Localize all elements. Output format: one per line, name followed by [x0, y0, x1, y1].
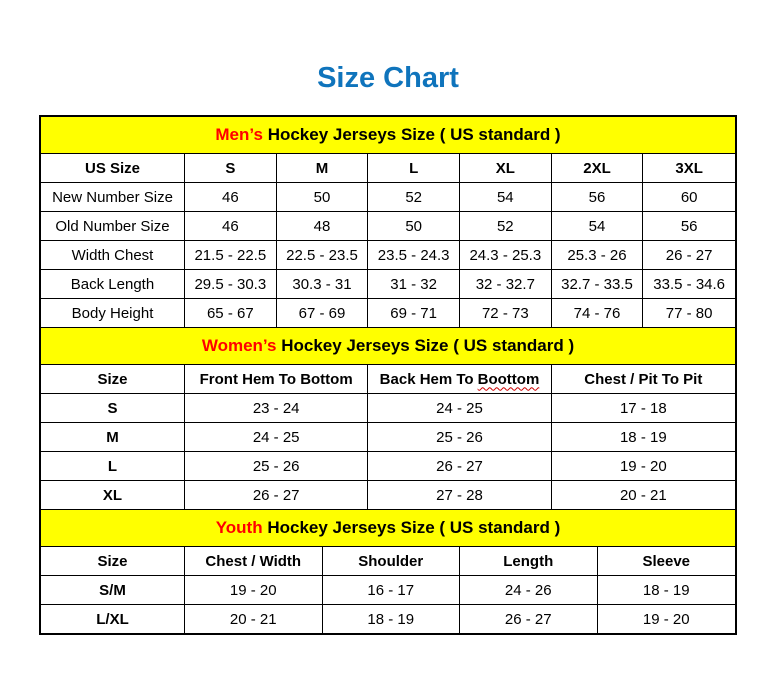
size-value-cell: 32.7 - 33.5: [552, 270, 644, 299]
size-value-cell: 26 - 27: [185, 481, 368, 510]
table-row: [41, 270, 735, 299]
size-chart-table: [39, 115, 737, 635]
size-value-cell: 60: [643, 183, 735, 212]
size-value-cell: 19 - 20: [185, 576, 323, 605]
size-value-cell: 27 - 28: [368, 481, 551, 510]
row-label: L: [41, 452, 185, 481]
size-value-cell: 24 - 25: [368, 394, 551, 423]
size-value-cell: 18 - 19: [552, 423, 735, 452]
column-header-text: Back Hem To: [379, 370, 474, 388]
size-value-cell: 23.5 - 24.3: [368, 241, 460, 270]
size-value-cell: 21.5 - 22.5: [185, 241, 277, 270]
size-value-cell: 25 - 26: [185, 452, 368, 481]
size-value-cell: 69 - 71: [368, 299, 460, 328]
size-value-cell: 29.5 - 30.3: [185, 270, 277, 299]
size-value-cell: 26 - 27: [368, 452, 551, 481]
size-value-cell: 24.3 - 25.3: [460, 241, 552, 270]
womens-column-header-row: [41, 365, 735, 394]
size-value-cell: 77 - 80: [643, 299, 735, 328]
size-value-cell: 26 - 27: [643, 241, 735, 270]
table-row: [41, 183, 735, 212]
youth-column-header-row: [41, 547, 735, 576]
page-title: Size Chart: [317, 62, 459, 94]
size-value-cell: 54: [552, 212, 644, 241]
size-value-cell: 33.5 - 34.6: [643, 270, 735, 299]
womens-section-header-text: Hockey Jerseys Size ( US standard ): [281, 336, 575, 355]
size-value-cell: 20 - 21: [552, 481, 735, 510]
size-value-cell: 22.5 - 23.5: [277, 241, 369, 270]
mens-section-header-text: Hockey Jerseys Size ( US standard ): [267, 125, 561, 144]
column-header: XL: [460, 154, 552, 183]
mens-section-header-highlight: Men’s: [215, 125, 263, 144]
size-value-cell: 65 - 67: [185, 299, 277, 328]
column-header: 2XL: [552, 154, 644, 183]
table-row: [41, 605, 735, 633]
size-value-cell: 56: [643, 212, 735, 241]
table-row: [41, 212, 735, 241]
size-value-cell: 31 - 32: [368, 270, 460, 299]
size-value-cell: 26 - 27: [460, 605, 598, 633]
size-value-cell: 46: [185, 212, 277, 241]
table-row: [41, 299, 735, 328]
table-row: [41, 241, 735, 270]
column-header: S: [185, 154, 277, 183]
size-value-cell: 32 - 32.7: [460, 270, 552, 299]
size-value-cell: 17 - 18: [552, 394, 735, 423]
mens-column-header-row: [41, 154, 735, 183]
size-value-cell: 30.3 - 31: [277, 270, 369, 299]
column-header: M: [277, 154, 369, 183]
table-row: [41, 481, 735, 510]
row-label: Old Number Size: [41, 212, 185, 241]
size-value-cell: 25 - 26: [368, 423, 551, 452]
size-value-cell: 23 - 24: [185, 394, 368, 423]
size-value-cell: 16 - 17: [323, 576, 461, 605]
column-header-with-typo: [368, 365, 551, 394]
table-row: [41, 452, 735, 481]
row-label: Width Chest: [41, 241, 185, 270]
size-value-cell: 50: [277, 183, 369, 212]
column-header: L: [368, 154, 460, 183]
table-row: [41, 576, 735, 605]
size-value-cell: 67 - 69: [277, 299, 369, 328]
column-header: Shoulder: [323, 547, 461, 576]
size-value-cell: 20 - 21: [185, 605, 323, 633]
size-value-cell: 72 - 73: [460, 299, 552, 328]
column-header: Front Hem To Bottom: [185, 365, 368, 394]
size-value-cell: 50: [368, 212, 460, 241]
column-header: Chest / Pit To Pit: [552, 365, 735, 394]
column-header: Size: [41, 365, 185, 394]
size-value-cell: 24 - 25: [185, 423, 368, 452]
mens-section-header: [41, 117, 735, 154]
womens-section-header: [41, 328, 735, 365]
size-value-cell: 74 - 76: [552, 299, 644, 328]
column-header: Chest / Width: [185, 547, 323, 576]
table-row: [41, 423, 735, 452]
column-header: Size: [41, 547, 185, 576]
size-value-cell: 24 - 26: [460, 576, 598, 605]
size-value-cell: 56: [552, 183, 644, 212]
youth-section-header-highlight: Youth: [215, 518, 263, 537]
column-header: Length: [460, 547, 598, 576]
row-label: S: [41, 394, 185, 423]
row-label: L/XL: [41, 605, 185, 633]
size-value-cell: 18 - 19: [598, 576, 736, 605]
size-value-cell: 52: [368, 183, 460, 212]
size-value-cell: 52: [460, 212, 552, 241]
size-value-cell: 46: [185, 183, 277, 212]
youth-section-header-text: Hockey Jerseys Size ( US standard ): [267, 518, 561, 537]
size-value-cell: 19 - 20: [642, 610, 690, 628]
misspelled-word: Boottom: [477, 370, 540, 388]
column-header: 3XL: [643, 154, 735, 183]
womens-section-header-highlight: Women’s: [201, 336, 277, 355]
youth-section-header: [41, 510, 735, 547]
column-header: Sleeve: [598, 547, 736, 576]
size-value-cell: 54: [460, 183, 552, 212]
row-label: S/M: [41, 576, 185, 605]
table-row: [41, 394, 735, 423]
size-value-cell: 25.3 - 26: [552, 241, 644, 270]
size-value-cell: 48: [277, 212, 369, 241]
row-label: Back Length: [41, 270, 185, 299]
row-label: Body Height: [41, 299, 185, 328]
row-label: New Number Size: [41, 183, 185, 212]
size-value-cell: 18 - 19: [323, 605, 461, 633]
size-chart-page: [0, 62, 776, 635]
row-label: XL: [41, 481, 185, 510]
size-value-cell: 19 - 20: [552, 452, 735, 481]
row-label: M: [41, 423, 185, 452]
column-header: US Size: [41, 154, 185, 183]
